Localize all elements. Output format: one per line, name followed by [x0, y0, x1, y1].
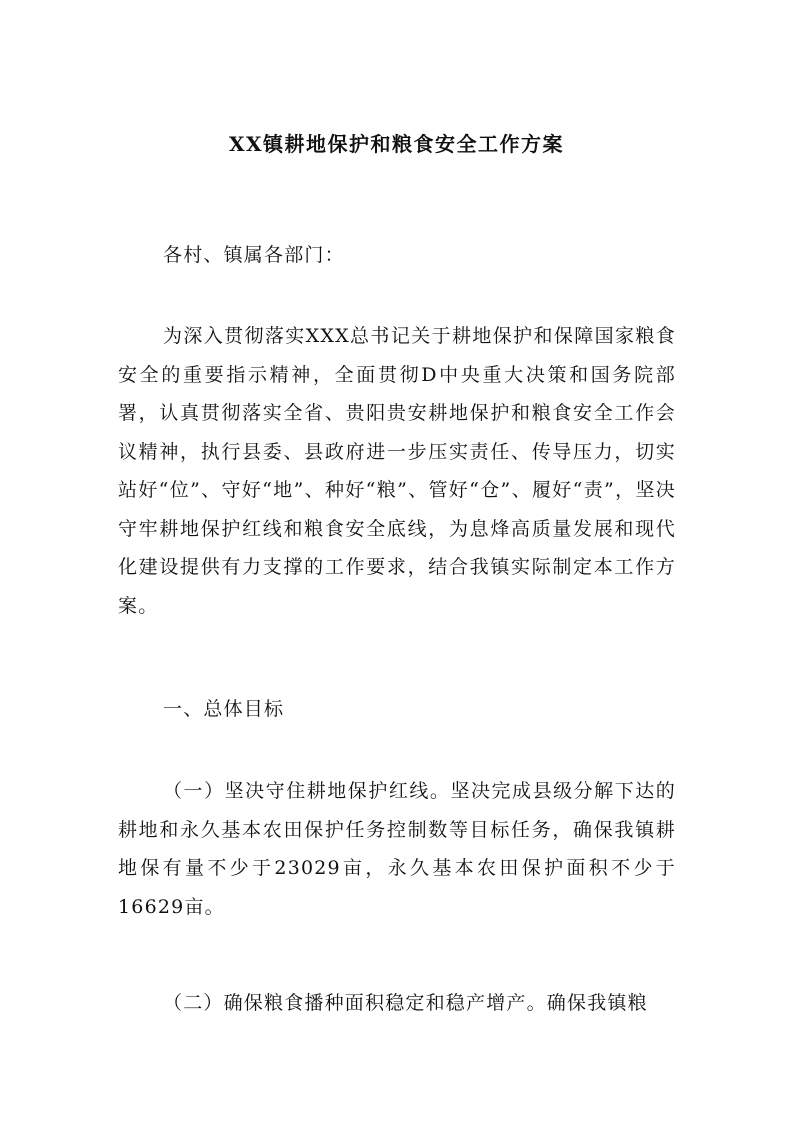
goal-item-2: （二）确保粮食播种面积稳定和稳产增产。确保我镇粮	[163, 992, 648, 1014]
section-heading-overall-goals: 一、总体目标	[163, 698, 285, 720]
document-title: XX镇耕地保护和粮食安全工作方案	[228, 132, 565, 156]
salutation: 各村、镇属各部门：	[163, 244, 345, 266]
intro-paragraph: 为深入贯彻落实XXX总书记关于耕地保护和保障国家粮食安全的重要指示精神，全面贯彻D中央重大决策和国务院部署，认真贯彻落实全省、贵阳贵安耕地保护和粮食安全工作会议精神，执行县委、县政府进一步压实责任、传导压力，切实站好“位”、守好“地”、种好“粮”、管好“仓”、履好“责”，坚决守牢耕地保护红线和粮食安全底线，为息烽高质量发展和现代化建设提供有力支撑的工作要求，结合我镇实际制定本工作方案。	[118, 325, 676, 617]
goal-item-1: （一）坚决守住耕地保护红线。坚决完成县级分解下达的耕地和永久基本农田保护任务控制数等目标任务，确保我镇耕地保有量不少于23029亩，永久基本农田保护面积不少于16629亩。	[118, 780, 676, 918]
